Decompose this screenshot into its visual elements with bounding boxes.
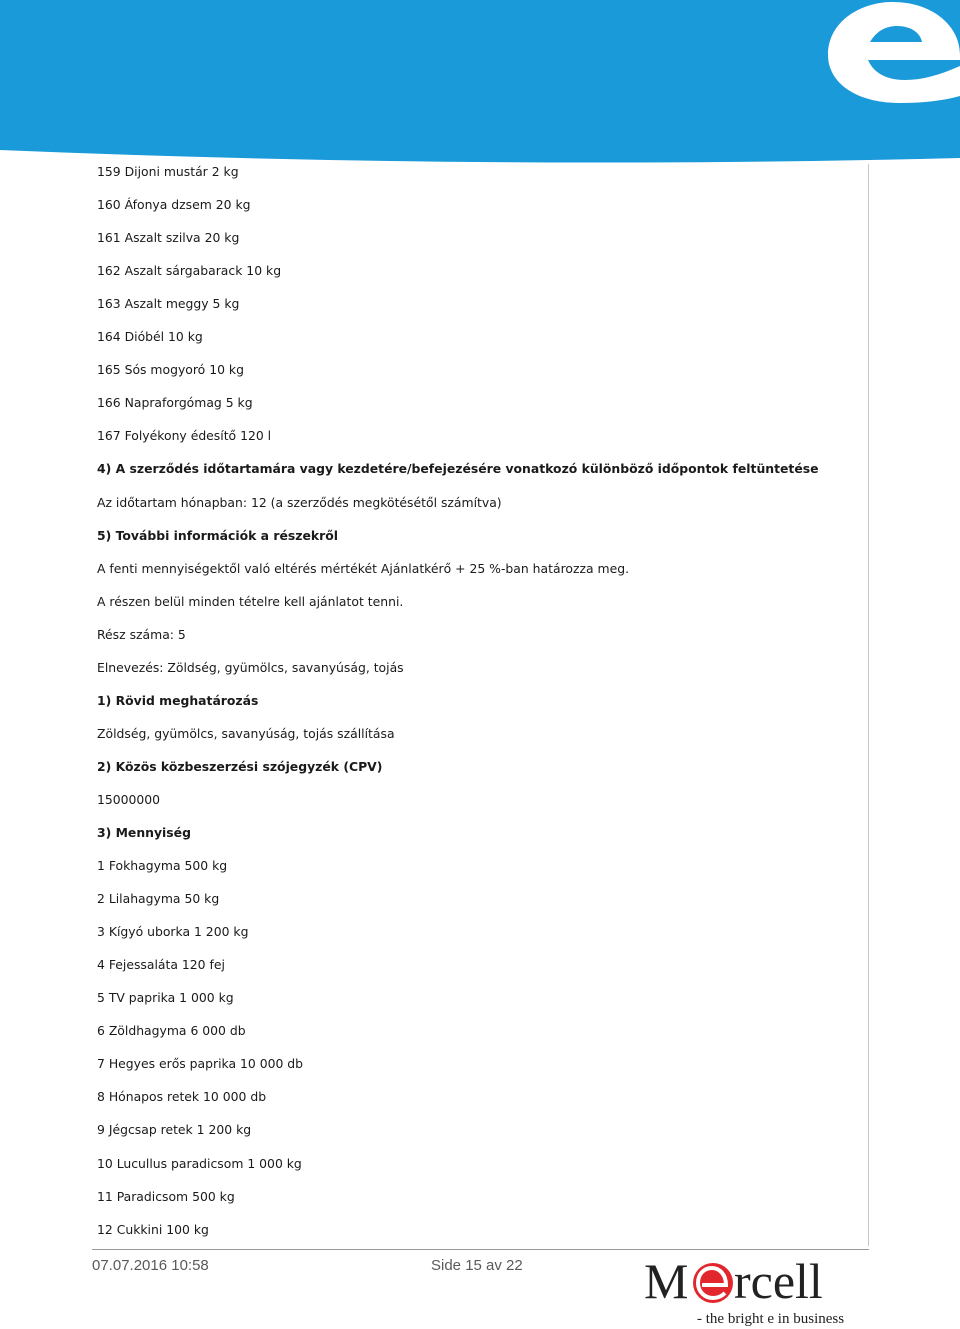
logo-tagline: - the bright e in business	[697, 1311, 845, 1327]
text-line: 5 TV paprika 1 000 kg	[97, 990, 234, 1006]
footer-timestamp: 07.07.2016 10:58	[92, 1257, 209, 1274]
text-line: Az időtartam hónapban: 12 (a szerződés megkötésétől számítva)	[97, 494, 502, 510]
text-line: 4 Fejessaláta 120 fej	[97, 957, 225, 973]
footer-page-number: Side 15 av 22	[431, 1257, 523, 1274]
text-line: 6 Zöldhagyma 6 000 db	[97, 1023, 246, 1039]
text-line: 8 Hónapos retek 10 000 db	[97, 1089, 267, 1105]
text-line: 166 Napraforgómag 5 kg	[97, 395, 253, 411]
mercell-logo	[640, 1252, 870, 1328]
text-line: Zöldség, gyümölcs, savanyúság, tojás szállítása	[97, 725, 395, 741]
e-logo-icon	[828, 2, 960, 103]
text-line: 10 Lucullus paradicsom 1 000 kg	[97, 1155, 302, 1171]
text-line: 162 Aszalt sárgabarack 10 kg	[97, 263, 282, 279]
text-line: A részen belül minden tételre kell ajánlatot tenni.	[97, 593, 404, 609]
logo-letter-m: M	[644, 1253, 689, 1309]
text-line: 160 Áfonya dzsem 20 kg	[97, 197, 251, 213]
text-line: Rész száma: 5	[97, 626, 186, 642]
text-line: A fenti mennyiségektől való eltérés mértékét Ajánlatkérő + 25 %-ban határozza meg.	[97, 560, 630, 576]
text-line: 2 Lilahagyma 50 kg	[97, 891, 220, 907]
section-heading: 5) További információk a részekről	[97, 527, 338, 543]
section-heading: 2) Közös közbeszerzési szójegyzék (CPV)	[97, 758, 383, 774]
text-line: 1 Fokhagyma 500 kg	[97, 858, 228, 874]
text-line: 167 Folyékony édesítő 120 l	[97, 428, 272, 444]
text-line: 9 Jégcsap retek 1 200 kg	[97, 1122, 252, 1138]
footer-divider	[92, 1249, 869, 1250]
section-heading: 1) Rövid meghatározás	[97, 692, 259, 708]
text-line: Elnevezés: Zöldség, gyümölcs, savanyúság, tojás	[97, 659, 404, 675]
text-line: 164 Dióbél 10 kg	[97, 329, 203, 345]
text-line: 12 Cukkini 100 kg	[97, 1221, 209, 1237]
text-line: 165 Sós mogyoró 10 kg	[97, 362, 244, 378]
section-heading: 3) Mennyiség	[97, 825, 191, 840]
text-line: 161 Aszalt szilva 20 kg	[97, 230, 240, 246]
section-heading: 4) A szerződés időtartamára vagy kezdetére/befejezésére vonatkozó különböző időpontok feltüntetése	[97, 461, 819, 477]
document-body	[92, 164, 869, 1246]
text-line: 7 Hegyes erős paprika 10 000 db	[97, 1056, 304, 1072]
text-line: 3 Kígyó uborka 1 200 kg	[97, 924, 249, 940]
text-line: 11 Paradicsom 500 kg	[97, 1188, 235, 1204]
text-line: 159 Dijoni mustár 2 kg	[97, 164, 239, 179]
logo-wordmark-rest: rcell	[734, 1253, 823, 1309]
text-line: 163 Aszalt meggy 5 kg	[97, 296, 240, 312]
header-band	[0, 0, 960, 165]
text-line: 15000000	[97, 791, 161, 807]
